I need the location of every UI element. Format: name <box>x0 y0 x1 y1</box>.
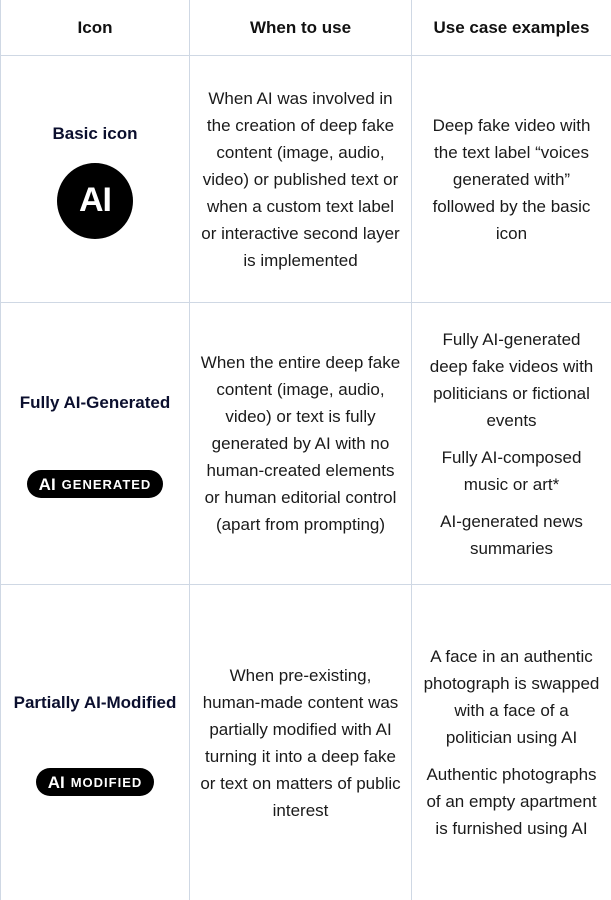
ai-basic-icon-text: AI <box>79 181 111 219</box>
row-partially-modified-cell <box>0 585 190 900</box>
when-to-use-partially-modified-text: When pre-existing, human-made content was partially modified with AI turning it into a deep fake or text on matters of public interest <box>200 665 401 820</box>
when-to-use-fully-generated-text: When the entire deep fake content (image, audio, video) or text is fully generated by AI with no human-created elements or human editorial control (apart from prompting) <box>200 353 401 534</box>
row-label-basic-icon: Basic icon <box>52 123 138 143</box>
example-item: Fully AI-composed music or art* <box>441 447 582 494</box>
examples-fully-generated <box>412 303 611 585</box>
ai-generated-badge-icon <box>27 470 164 498</box>
ai-modified-badge-word: MODIFIED <box>70 774 143 790</box>
example-item: Deep fake video with the text label “voices generated with” followed by the basic icon <box>432 115 591 243</box>
row-label-partially-modified: Partially AI-Modified <box>13 693 177 712</box>
examples-basic <box>412 56 611 303</box>
header-when-to-use: When to use <box>190 0 412 56</box>
example-item: A face in an authentic photograph is swapped with a face of a politician using AI <box>423 647 600 747</box>
ai-modified-badge-icon <box>36 768 155 796</box>
ai-generated-badge-ai: AI <box>38 474 56 494</box>
example-item: Fully AI-generated deep fake videos with politicians or fictional events <box>429 329 594 430</box>
header-icon: Icon <box>0 0 190 56</box>
example-item: Authentic photographs of an empty apartment is furnished using AI <box>426 765 597 838</box>
row-basic-icon-cell <box>0 56 190 303</box>
example-item: AI-generated news summaries <box>440 511 583 558</box>
row-label-fully-generated: Fully AI-Generated <box>19 393 171 412</box>
ai-generated-badge-word: GENERATED <box>61 476 152 492</box>
when-to-use-basic <box>190 56 412 303</box>
when-to-use-fully-generated <box>190 303 412 585</box>
when-to-use-partially-modified <box>190 585 412 900</box>
when-to-use-basic-text: When AI was involved in the creation of deep fake content (image, audio, video) or published text or when a custom text label or interactive second layer is implemented <box>201 88 400 270</box>
ai-basic-icon <box>57 163 133 239</box>
ai-modified-badge-ai: AI <box>47 772 65 792</box>
header-use-case-examples: Use case examples <box>412 0 611 56</box>
row-fully-generated-cell <box>0 303 190 585</box>
examples-partially-modified <box>412 585 611 900</box>
